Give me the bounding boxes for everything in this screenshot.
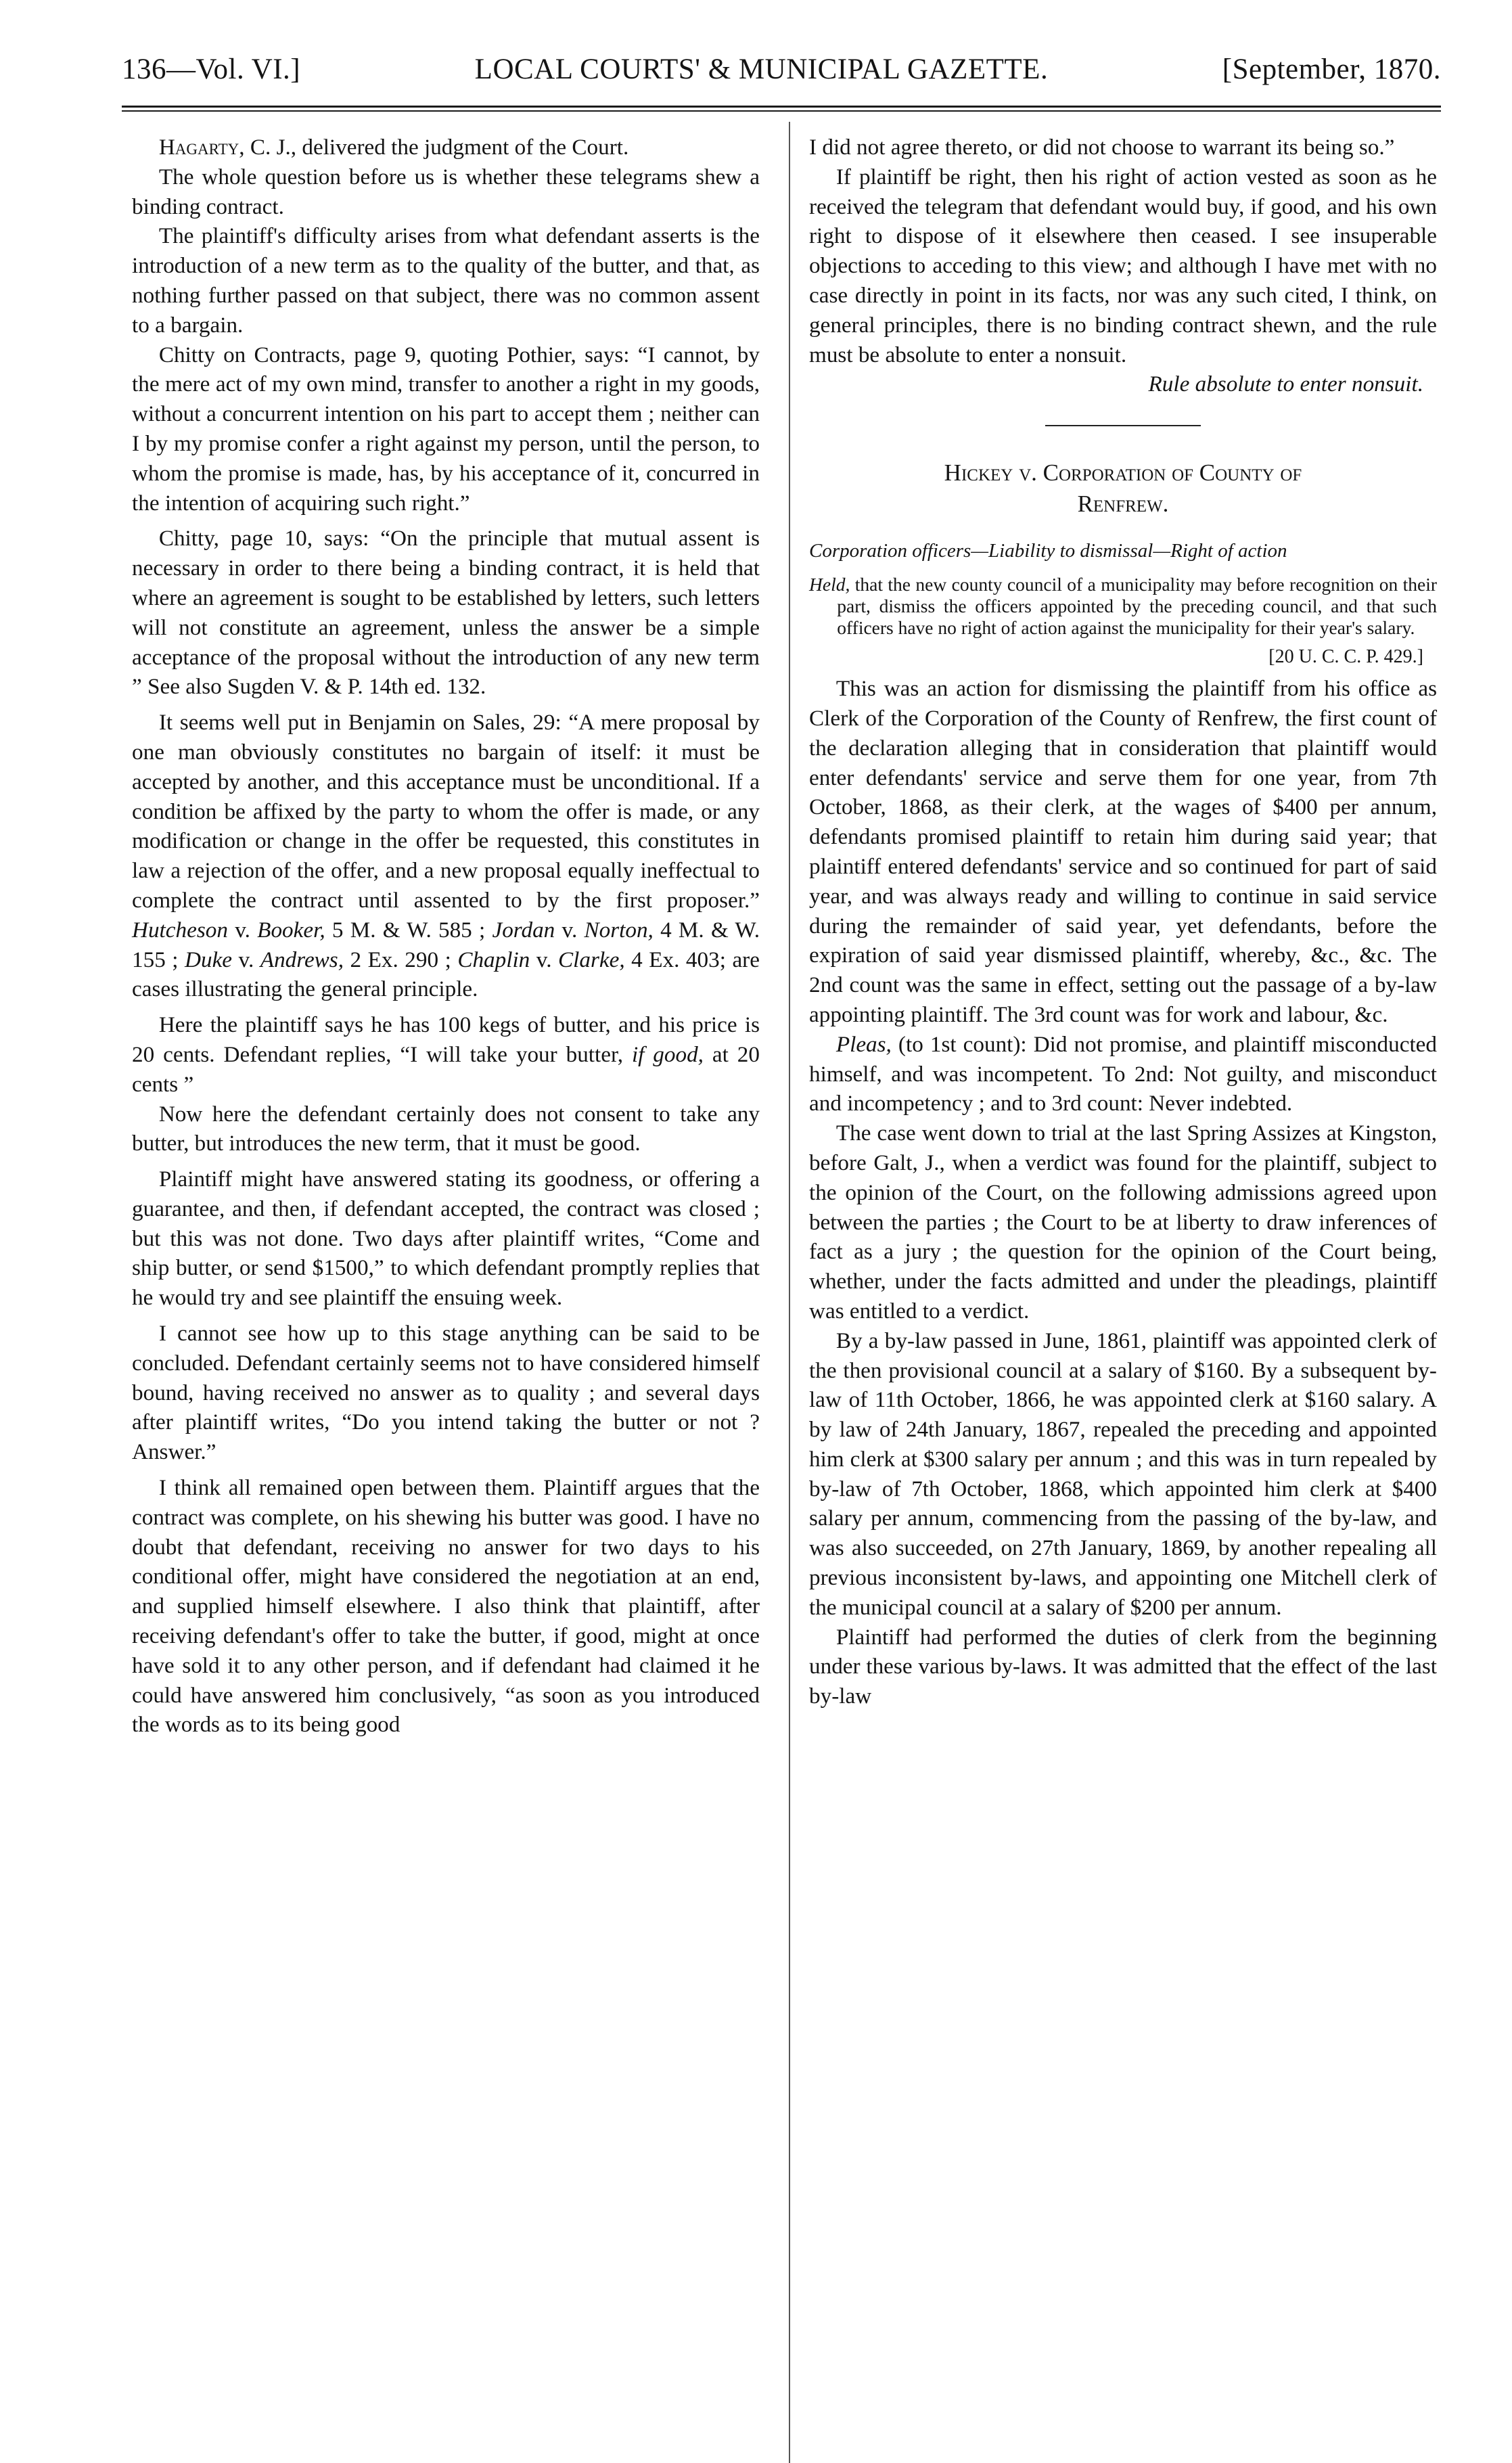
paragraph: If plaintiff be right, then his right of action vested as soon as he received the telegram that defendant would buy, if good, and his own right to dispose of it elsewhere then ceased. I see insuperable objections to acceding to this view; and although I have met with no case directly in point in its facts, nor was any such cited, I think, on general principles, there is no binding contract shewn, and the rule must be absolute to enter a nonsuit. (809, 164, 1437, 367)
versus: v. (530, 947, 559, 972)
headnote-text: that the new county council of a municipality may before recognition on their part, dismiss the officers appointed by the preceding council, and that such officers have no right of action against the municipality for their year's salary. (837, 574, 1437, 639)
emphasis: if good, (631, 1041, 704, 1067)
versus: v. (555, 917, 585, 943)
citation: 2 Ex. 290 ; (344, 947, 458, 972)
pleas-label: Pleas, (835, 1031, 892, 1057)
paragraph (809, 1030, 1437, 1118)
paragraph: Plaintiff might have answered stating its goodness, or offering a guarantee, and then, if defendant accepted, the contract was closed ; but this was not done. Two days after plaintiff writes, “Come and ship butter, or send $1500,” to which defendant promptly replies that he would try and see plaintiff the ensuing week. (132, 1167, 760, 1311)
citation: 5 M. & W. 585 ; (325, 917, 492, 943)
case-name: Norton, (584, 917, 654, 943)
paragraph-text: (to 1st count): Did not promise, and plaintiff misconducted himself, and was incompetent. To 2nd: Not guilty, and misconduct and incompetency ; and to 3rd count: Never indebted. (809, 1031, 1437, 1116)
case-title (836, 457, 1410, 520)
paragraph: The whole question before us is whether these telegrams shew a binding contract. (132, 164, 760, 219)
citation: 4 M. & W. 155 ; (132, 917, 760, 972)
paragraph: Now here the defendant certainly does not consent to take any butter, but introduces the new term, that it must be good. (132, 1101, 760, 1156)
paragraph: This was an action for dismissing the plaintiff from his office as Clerk of the Corporation of the County of Renfrew, the first count of the declaration alleging that in consideration that plaintiff would enter defendants' service and serve them for one year, from 7th October, 1868, as their clerk, at the wages of $400 per annum, defendants promised plaintiff to retain him during said year; that plaintiff entered defendants' service and so continued for part of said year, and was always ready and willing to continue in said service during the remainder of said year, yet defendants, before the expiration of said year dismissed plaintiff, whereby, &c., &c. The 2nd count was the same in effect, setting out the passage of a by-law appointing plaintiff. The 3rd count was for work and labour, &c. (809, 676, 1437, 1027)
paragraph: The plaintiff's difficulty arises from what defendant asserts is the introduction of a new term as to the quality of the butter, and that, as nothing further passed on that subject, there was no common assent to a bargain. (132, 223, 760, 338)
paragraph: Chitty on Contracts, page 9, quoting Pothier, says: “I cannot, by the mere act of my own mind, transfer to another a right in my goods, without a concurrent intention on his part to accept them ; neither can I by my promise confer a right against my person, until the person, to whom the promise is made, has, by his acceptance of it, concurred in the intention of acquiring such right.” (132, 342, 760, 516)
publication-title: LOCAL COURTS' & MUNICIPAL GAZETTE. (474, 53, 1049, 85)
report-citation: [20 U. C. C. P. 429.] (1268, 646, 1423, 668)
paragraph: I cannot see how up to this stage anything can be said to be concluded. Defendant certainly seems not to have considered himself bound, having received no answer as to quality ; and several days after plaintiff writes, “Do you intend taking the butter or not ? Answer.” (132, 1321, 760, 1465)
paragraph: Plaintiff had performed the duties of clerk from the beginning under these various by-laws. It was admitted that the effect of the last by-law (809, 1624, 1437, 1709)
case-name: Chaplin (457, 947, 530, 972)
case-title-line: Hickey v. Corporation of County of (944, 459, 1302, 487)
paragraph: By a by-law passed in June, 1861, plaintiff was appointed clerk of the then provisional council at a salary of $160. By a subsequent by-law of 11th October, 1866, he was appointed clerk at $160 salary. A by law of 24th January, 1867, repealed the preceding and appointed him clerk at $300 salary per annum ; and this was in turn repealed by by-law of 7th October, 1868, which appointed him clerk at $400 salary per annum, commencing from the passing of the by-law, and was also succeeded, on 27th January, 1869, by another repealing all previous inconsistent by-laws, and appointing one Mitchell clerk of the municipal council at a salary of $200 per annum. (809, 1328, 1437, 1620)
column-divider (789, 122, 790, 2463)
paragraph (132, 708, 760, 1004)
paragraph-text: It seems well put in Benjamin on Sales, 29: “A mere proposal by one man obviously constitutes no bargain of itself: it must be accepted by another, and this acceptance must be unconditional. If a condition be affixed by the party to whom the offer is made, or any modification or change in the offer be requested, this constitutes in law a rejection of the offer, and a new proposal equally ineffectual to complete the contract until assented to by the first proposer.” (132, 710, 760, 913)
case-name: Hutcheson (132, 917, 228, 943)
paragraph (132, 1010, 760, 1099)
running-header (122, 53, 1441, 93)
paragraph-text: at 20 cents ” (132, 1041, 760, 1097)
judge-name: Hagarty, C. J., (158, 135, 297, 160)
held-label: Held, (809, 574, 850, 595)
case-name: Andrews, (260, 947, 344, 972)
paragraph (132, 133, 760, 162)
section-divider (1045, 425, 1201, 426)
catchwords: Corporation officers—Liability to dismissal—Right of action (809, 540, 1287, 562)
paragraph: I think all remained open between them. Plaintiff argues that the contract was complete, on his shewing his butter was good. I have no doubt that defendant, receiving no answer for two days to his conditional offer, might have considered the negotiation at an end, and supplied himself elsewhere. I also think that plaintiff, after receiving defendant's offer to take the butter, if good, might at once have sold it to any other person, and if defendant had claimed it he could have answered him conclusively, “as soon as you introduced the words as to its being good (132, 1475, 760, 1738)
ruling: Rule absolute to enter nonsuit. (1148, 371, 1423, 397)
page-volume: 136—Vol. VI.] (122, 53, 301, 85)
versus: v. (232, 947, 260, 972)
header-rule-bottom (122, 110, 1441, 112)
paragraph: I did not agree thereto, or did not choose to warrant its being so.” (809, 135, 1395, 160)
headnote (809, 574, 1437, 639)
case-name: Clarke, (558, 947, 625, 972)
citation: 4 Ex. 403; are cases illustrating the general principle. (132, 947, 760, 1002)
right-column (809, 133, 1437, 1711)
header-rule-top (122, 106, 1441, 108)
case-name: Duke (185, 947, 233, 972)
paragraph-text: delivered the judgment of the Court. (296, 135, 629, 160)
paragraph: Chitty, page 10, says: “On the principle that mutual assent is necessary in order to there being a binding contract, it is held that where an agreement is sought to be established by letters, such letters will not constitute an agreement, unless the answer be a simple acceptance of the proposal without the introduction of any new term ” See also Sugden V. & P. 14th ed. 132. (132, 526, 760, 700)
issue-date: [September, 1870. (1222, 53, 1441, 85)
paragraph-text: Here the plaintiff says he has 100 kegs of butter, and his price is 20 cents. Defendant replies, “I will take your butter, (132, 1012, 760, 1067)
case-title-line: Renfrew. (1077, 491, 1169, 518)
paragraph: The case went down to trial at the last Spring Assizes at Kingston, before Galt, J., when a verdict was found for the plaintiff, subject to the opinion of the Court, on the following admissions agreed upon between the parties ; the Court to be at liberty to draw inferences of fact as a jury ; the question for the opinion of the Court being, whether, under the facts admitted and under the pleadings, plaintiff was entitled to a verdict. (809, 1121, 1437, 1324)
versus: v. (227, 917, 258, 943)
left-column (132, 133, 760, 1740)
case-name: Jordan (492, 917, 555, 943)
case-name: Booker, (257, 917, 325, 943)
